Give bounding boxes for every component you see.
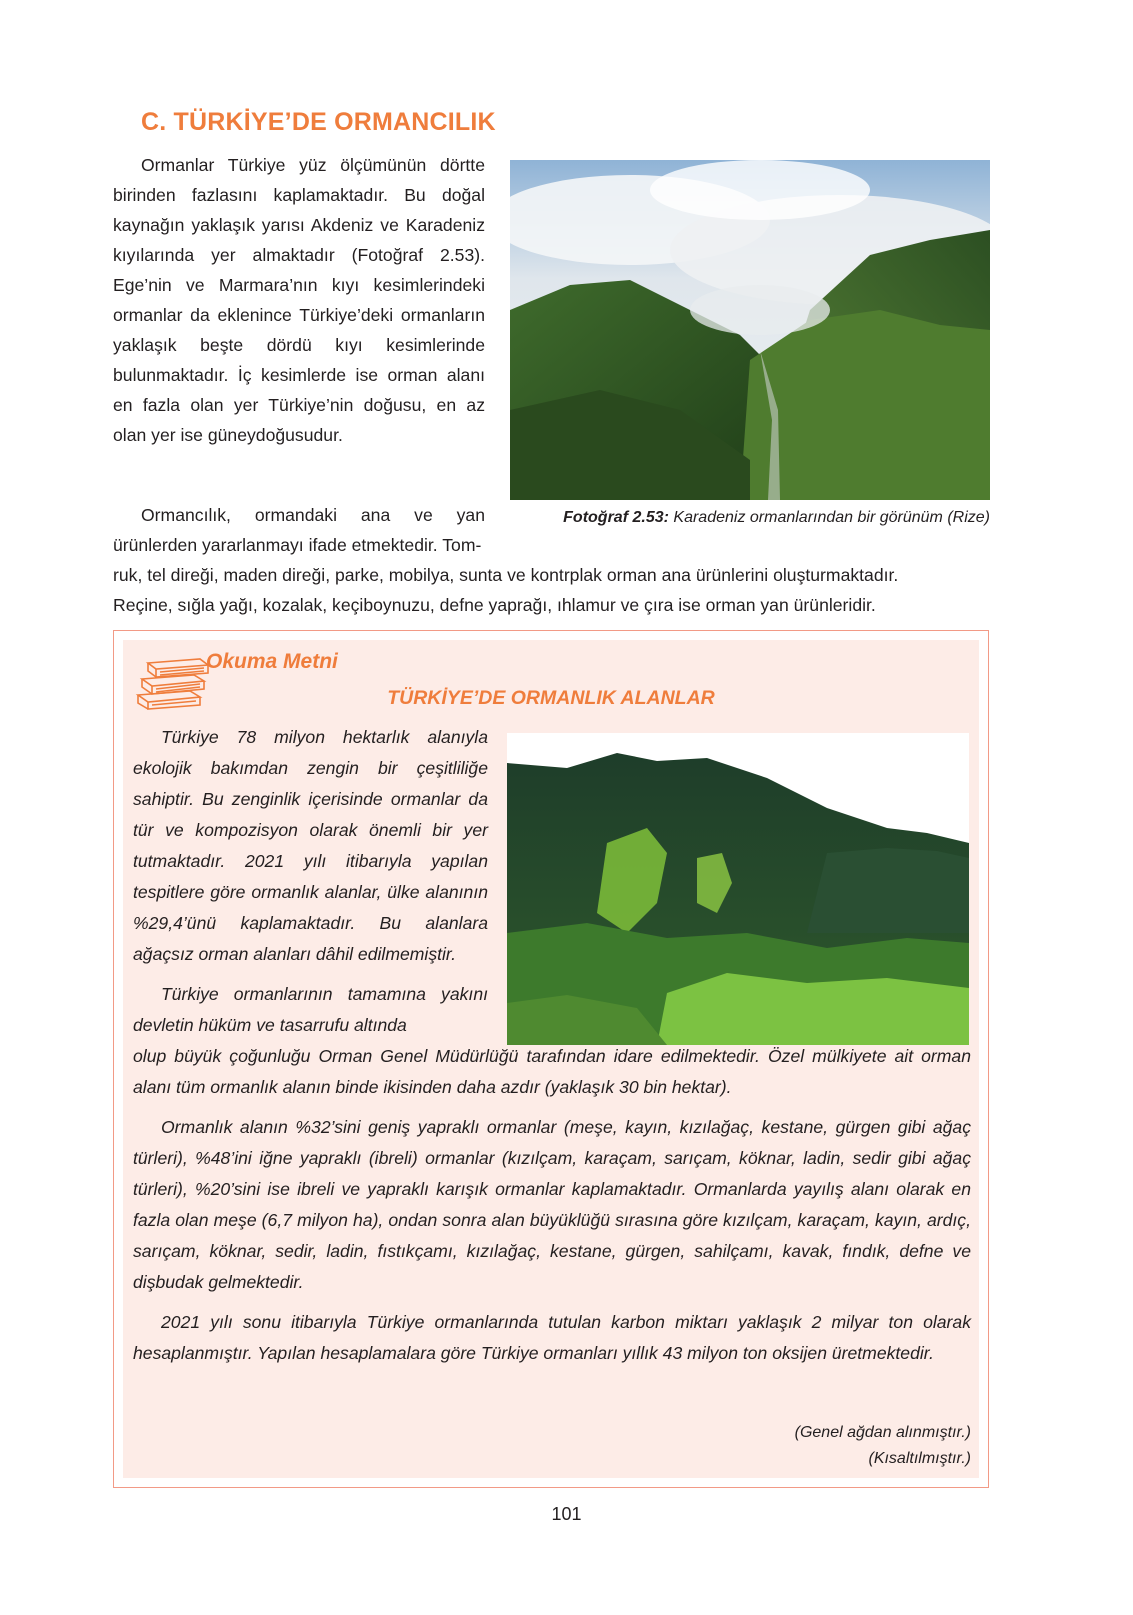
photo-caption-label: Fotoğraf 2.53: [563, 509, 669, 526]
intro-paragraph-1: Ormanlar Türkiye yüz ölçümünün dörtte birinden fazlasını kaplamaktadır. Bu doğal kaynağın yaklaşık yarısı Akdeniz ve Karadeniz kıyılarında yer almaktadır (Fotoğraf 2.53). Ege’nin ve Marmara’nın kıyı kesimlerindeki ormanlar da eklenince Türkiye’deki ormanların yaklaşık beşte dördü kıyı kesimlerinde bulunmaktadır. İç kesimlerde ise orman alanı en fazla olan yer Türkiye’nin doğusu, en az olan yer ise güneydoğusudur. [113, 155, 485, 445]
photo-caption-text: Karadeniz ormanlarından bir görünüm (Rize) [668, 509, 990, 526]
reading-paragraph-2-end: olup büyük çoğunluğu Orman Genel Müdürlüğü tarafından idare edilmektedir. Özel mülkiyete ait orman alanı tüm ormanlık alanın binde ikisinden daha azdır (yaklaşık 30 bin hektar). [133, 1046, 971, 1097]
forestry-paragraph [113, 500, 990, 620]
section-heading: C. TÜRKİYE’DE ORMANCILIK [141, 108, 496, 136]
source-line-1: (Genel ağdan alınmıştır.) [794, 1424, 971, 1441]
source-note [795, 1420, 971, 1472]
reading-box-label: Okuma Metni [206, 650, 338, 673]
reading-paragraph-1: Türkiye 78 milyon hektarlık alanıyla ekolojik bakımdan zengin bir çeşitliliğe sahiptir. Bu zenginlik içerisinde ormanlar da tür ve kompozisyon olarak önemli bir yer tutmaktadır. 2021 yılı itibarıyla yapılan tespitlere göre ormanlık alanlar, ülke alanının %29,4’ünü kaplamaktadır. Bu alanlara ağaçsız orman alanları dâhil edilmemiştir. [133, 727, 488, 964]
source-line-2: (Kısaltılmıştır.) [868, 1450, 971, 1467]
reading-paragraph-2-start: Türkiye ormanlarının tamamına yakını devletin hüküm ve tasarrufu altında [133, 984, 488, 1035]
forestry-paragraph-side-products: Reçine, sığla yağı, kozalak, keçiboynuzu, defne yaprağı, ıhlamur ve çıra ise orman yan ürünleridir. [113, 595, 876, 615]
page-number: 101 [551, 1504, 582, 1524]
reading-box-title: TÜRKİYE’DE ORMANLIK ALANLAR [387, 687, 715, 709]
intro-text [113, 150, 485, 450]
forestry-paragraph-main-products: ruk, tel direği, maden direği, parke, mobilya, sunta ve kontrplak orman ana ürünlerini oluşturmaktadır. [113, 565, 899, 585]
reading-text [133, 722, 971, 1378]
reading-paragraph-4: 2021 yılı sonu itibarıyla Türkiye ormanlarında tutulan karbon miktarı yaklaşık 2 milyar ton olarak hesaplanmıştır. Yapılan hesaplamalara göre Türkiye ormanları yıllık 43 milyon ton oksijen üretmektedir. [133, 1312, 971, 1363]
reading-paragraph-3: Ormanlık alanın %32’sini geniş yapraklı ormanlar (meşe, kayın, kızılağaç, kestane, gürgen gibi ağaç türleri), %48’ini iğne yapraklı (ibreli) ormanlar (kızılçam, karaçam, sarıçam, köknar, ladin, sedir gibi ağaç türleri), %20’sini ise ibreli ve yapraklı karışık ormanlar kaplamaktadır. Ormanlarda yayılış alanı olarak en fazla olan meşe (6,7 milyon ha), ondan sonra alan büyüklüğü sırasına göre kızılçam, karaçam, kayın, ardıç, sarıçam, köknar, sedir, ladin, fıstıkçamı, kızılağaç, kestane, gürgen, sahilçamı, kavak, fındık, defne ve dişbudak gelmektedir. [133, 1117, 971, 1292]
forestry-paragraph-start: Ormancılık, ormandaki ana ve yan ürünlerden yararlanmayı ifade etmektedir. Tom- [113, 505, 485, 555]
photo-rize-forest [510, 160, 990, 500]
